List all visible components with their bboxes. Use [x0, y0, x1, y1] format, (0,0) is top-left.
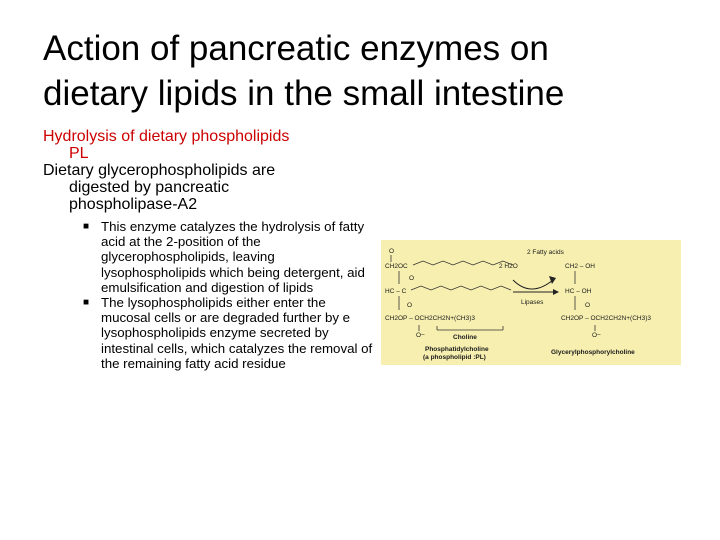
glycerylphosphorylcholine-structure: [551, 263, 651, 356]
intro-paragraph: [43, 162, 373, 213]
products-label: 2 Fatty acids: [527, 249, 564, 256]
svg-text:O: O: [409, 275, 415, 282]
reaction-diagram: [381, 240, 681, 365]
water-label: 2 H2O: [499, 263, 518, 270]
title-line-1: Action of pancreatic enzymes on: [43, 29, 549, 68]
svg-text:O: O: [585, 302, 591, 309]
left-caption-2: (a phospholipid :PL): [423, 354, 486, 361]
right-top-group: CH2 – OH: [565, 263, 595, 270]
phospholipid-hydrolysis-figure: [381, 240, 681, 365]
bullet-square-icon: ■: [83, 297, 90, 309]
bullet-item: [43, 219, 373, 295]
bullet-list: [43, 219, 373, 371]
intro-line-2: digested by pancreatic: [69, 179, 230, 196]
svg-text:O: O: [407, 302, 413, 309]
slide-title: [43, 26, 683, 116]
bullet-text: The lysophospholipids either enter the mucosal cells or are degraded further by e lysophospholipids enzyme secreted by intestinal cells, which catalyzes the removal of the remaining fatty acid residue: [101, 295, 373, 371]
choline-label: Choline: [453, 334, 477, 341]
reaction-arrow: [499, 249, 565, 306]
svg-text:O−: O−: [416, 332, 425, 339]
bullet-item: [43, 295, 373, 371]
bullet-square-icon: ■: [83, 221, 90, 232]
intro-line-3: phospholipase-A2: [69, 196, 198, 213]
right-bottom-group: CH2OP – OCH2CH2N+(CH3)3: [561, 315, 652, 322]
enzyme-label: Lipases: [521, 299, 544, 306]
right-caption: Glycerylphosphorylcholine: [551, 349, 635, 356]
svg-text:O: O: [389, 248, 395, 255]
heading-line-2: PL: [69, 145, 89, 162]
left-top-group: CH2OC: [385, 263, 408, 270]
slide-body: [43, 128, 373, 371]
heading-line-1: Hydrolysis of dietary phospholipids: [43, 128, 290, 145]
svg-text:O−: O−: [592, 332, 601, 339]
bullet-text: This enzyme catalyzes the hydrolysis of fatty acid at the 2-position of the glycerophospholipids, leaving lysophospholipids which being detergent, aid emulsification and digestion of lipids: [101, 219, 365, 295]
left-bottom-group: CH2OP – OCH2CH2N+(CH3)3: [385, 315, 476, 322]
section-heading: [43, 128, 373, 162]
left-caption-1: Phosphatidylcholine: [425, 346, 489, 353]
right-mid-group: HC – OH: [565, 288, 592, 295]
title-line-2: dietary lipids in the small intestine: [43, 74, 565, 113]
left-mid-group: HC – C: [385, 288, 407, 295]
intro-line-1: Dietary glycerophospholipids are: [43, 162, 276, 179]
phosphatidylcholine-structure: [385, 248, 513, 361]
